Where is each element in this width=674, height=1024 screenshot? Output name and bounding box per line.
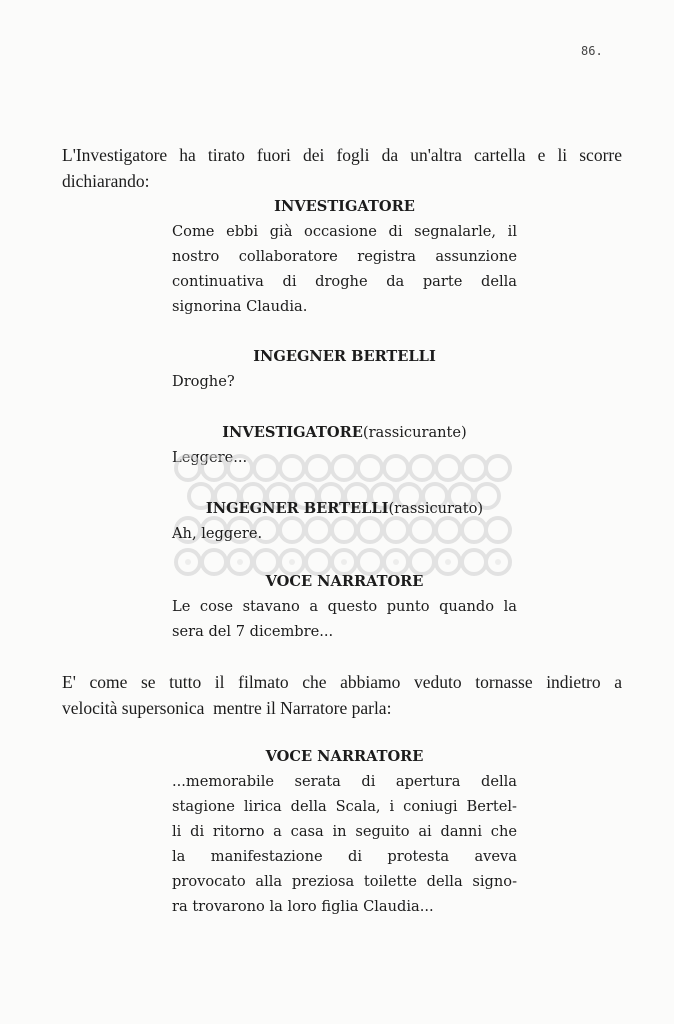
- dialogue-line: la manifestazione di protesta aveva: [172, 848, 517, 865]
- dialogue-bertelli-1: [172, 344, 517, 394]
- dialogue-line: Droghe?: [172, 373, 235, 390]
- speaker-heading: [172, 496, 517, 521]
- speaker-heading: [172, 420, 517, 445]
- dialogue-line: Ah, leggere.: [172, 525, 263, 542]
- dialogue-narratore-2: [172, 744, 517, 919]
- speaker-name: INVESTIGATORE: [274, 198, 415, 215]
- dialogue-line: stagione lirica della Scala, i coniugi Bertel-: [172, 798, 517, 815]
- intro-paragraph: [62, 142, 622, 194]
- dialogue-line: ra trovarono la loro figlia Claudia...: [172, 898, 434, 915]
- transition-paragraph: [62, 669, 622, 721]
- transition-line-2: velocità supersonica mentre il Narratore parla:: [62, 698, 392, 718]
- speaker-name: INGEGNER BERTELLI: [253, 348, 436, 365]
- stage-direction: (rassicurante): [362, 424, 467, 441]
- dialogue-line: continuativa di droghe da parte della: [172, 273, 517, 290]
- dialogue-line: li di ritorno a casa in seguito ai danni che: [172, 823, 517, 840]
- dialogue-bertelli-2: [172, 496, 517, 546]
- stage-direction: (rassicurato): [388, 500, 484, 517]
- dialogue-line: nostro collaboratore registra assunzione: [172, 248, 517, 265]
- dialogue-line: Come ebbi già occasione di segnalarle, il: [172, 223, 517, 240]
- dialogue-line: Leggere...: [172, 449, 248, 466]
- dialogue-investigatore-1: [172, 194, 517, 319]
- dialogue-line: signorina Claudia.: [172, 298, 308, 315]
- speaker-name: VOCE NARRATORE: [265, 573, 424, 590]
- dialogue-investigatore-2: [172, 420, 517, 470]
- speaker-name: INVESTIGATORE: [222, 424, 363, 441]
- dialogue-narratore-1: [172, 569, 517, 644]
- speaker-name: INGEGNER BERTELLI: [205, 500, 389, 517]
- dialogue-line: sera del 7 dicembre...: [172, 623, 334, 640]
- speaker-name: VOCE NARRATORE: [265, 748, 424, 765]
- intro-line-1: L'Investigatore ha tirato fuori dei fogli da un'altra cartella e li scorre: [62, 145, 622, 165]
- intro-line-2: dichiarando:: [62, 171, 150, 191]
- transition-line-1: E' come se tutto il filmato che abbiamo veduto tornasse indietro a: [62, 672, 622, 692]
- dialogue-line: ...memorabile serata di apertura della: [172, 773, 517, 790]
- dialogue-line: Le cose stavano a questo punto quando la: [172, 598, 517, 615]
- page-number: 86.: [581, 44, 603, 58]
- dialogue-line: provocato alla preziosa toilette della signo-: [172, 873, 517, 890]
